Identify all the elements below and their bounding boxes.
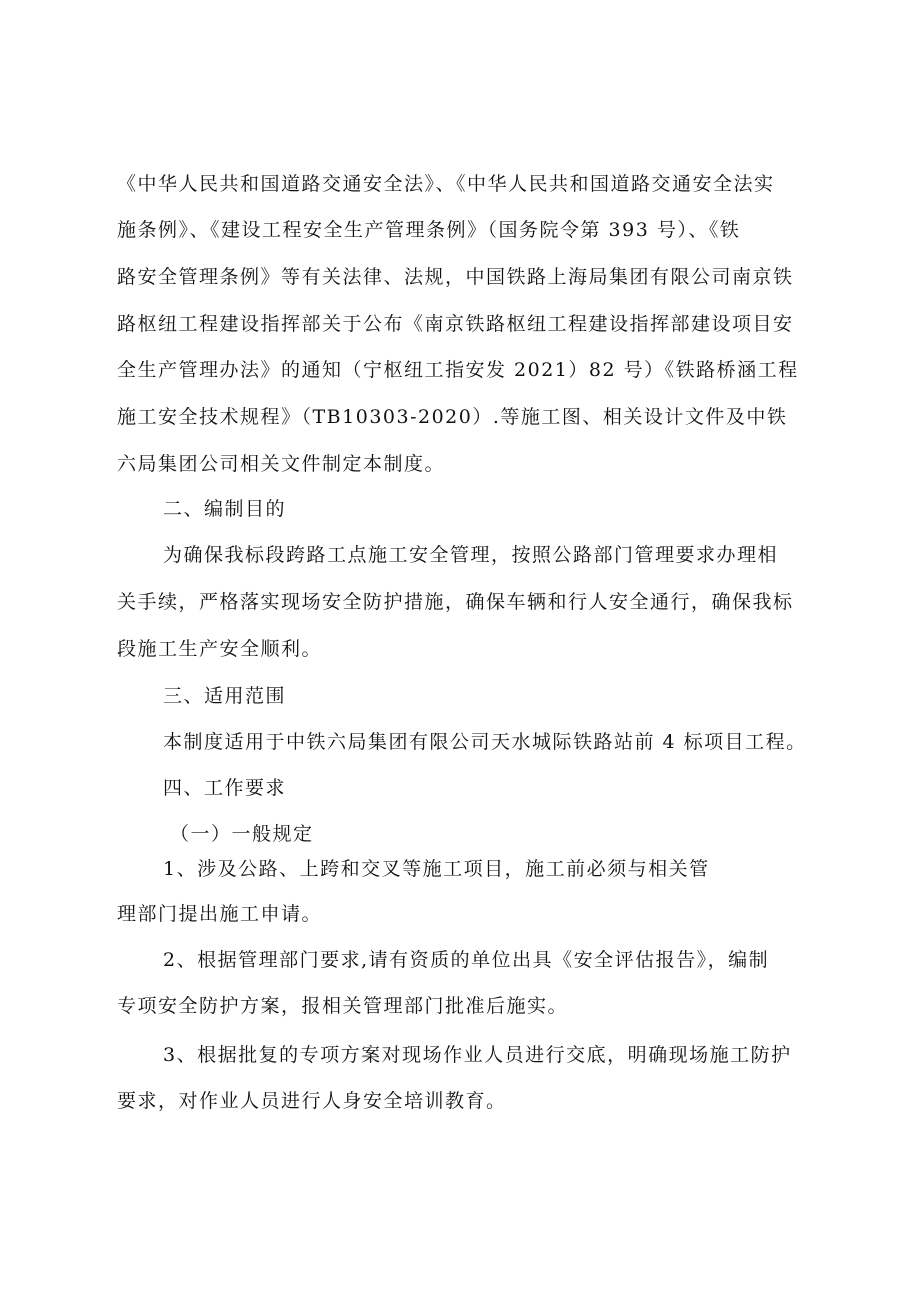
paragraph-line: 段施工生产安全顺利。 [117, 638, 323, 660]
paragraph-line: 要求，对作业人员进行人身安全培训教育。 [117, 1090, 507, 1112]
paragraph-line: 全生产管理办法》的通知（宁枢纽工指安发 2021）82 号）《铁路桥涵工程 [117, 359, 799, 381]
section-heading: 四、工作要求 [163, 777, 287, 799]
paragraph-line: 3、根据批复的专项方案对现场作业人员进行交底，明确现场施工防护 [163, 1044, 792, 1066]
paragraph-line: 专项安全防护方案，报相关管理部门批准后施实。 [117, 995, 569, 1017]
paragraph-line: 施工安全技术规程》（TB10303-2020）.等施工图、相关设计文件及中铁 [117, 406, 788, 428]
paragraph-line: 关手续，严格落实现场安全防护措施，确保车辆和行人安全通行，确保我标 [117, 591, 794, 613]
paragraph-line: 路枢纽工程建设指挥部关于公布《南京铁路枢纽工程建设指挥部建设项目安 [117, 313, 794, 335]
paragraph-line: 路安全管理条例》等有关法律、法规，中国铁路上海局集团有限公司南京铁 [117, 266, 794, 288]
paragraph-line: 六局集团公司相关文件制定本制度。 [117, 453, 446, 475]
paragraph-line: 1、涉及公路、上跨和交叉等施工项目，施工前必须与相关管 [163, 858, 710, 880]
paragraph-line: 本制度适用于中铁六局集团有限公司天水城际铁路站前 4 标项目工程。 [163, 731, 807, 753]
paragraph-line: 《中华人民共和国道路交通安全法》、《中华人民共和国道路交通安全法实 [117, 173, 775, 195]
subsection-heading: （一）一般规定 [170, 823, 314, 845]
paragraph-line: 施条例》、《建设工程安全生产管理条例》（国务院令第 393 号）、《铁 [117, 219, 741, 241]
paragraph-line: 为确保我标段跨路工点施工安全管理，按照公路部门管理要求办理相 [163, 544, 779, 566]
section-heading: 三、适用范围 [163, 685, 287, 707]
paragraph-line: 理部门提出施工申请。 [117, 903, 323, 925]
section-heading: 二、编制目的 [163, 498, 287, 520]
paragraph-line: 2、根据管理部门要求,请有资质的单位出具《安全评估报告》，编制 [163, 949, 770, 971]
